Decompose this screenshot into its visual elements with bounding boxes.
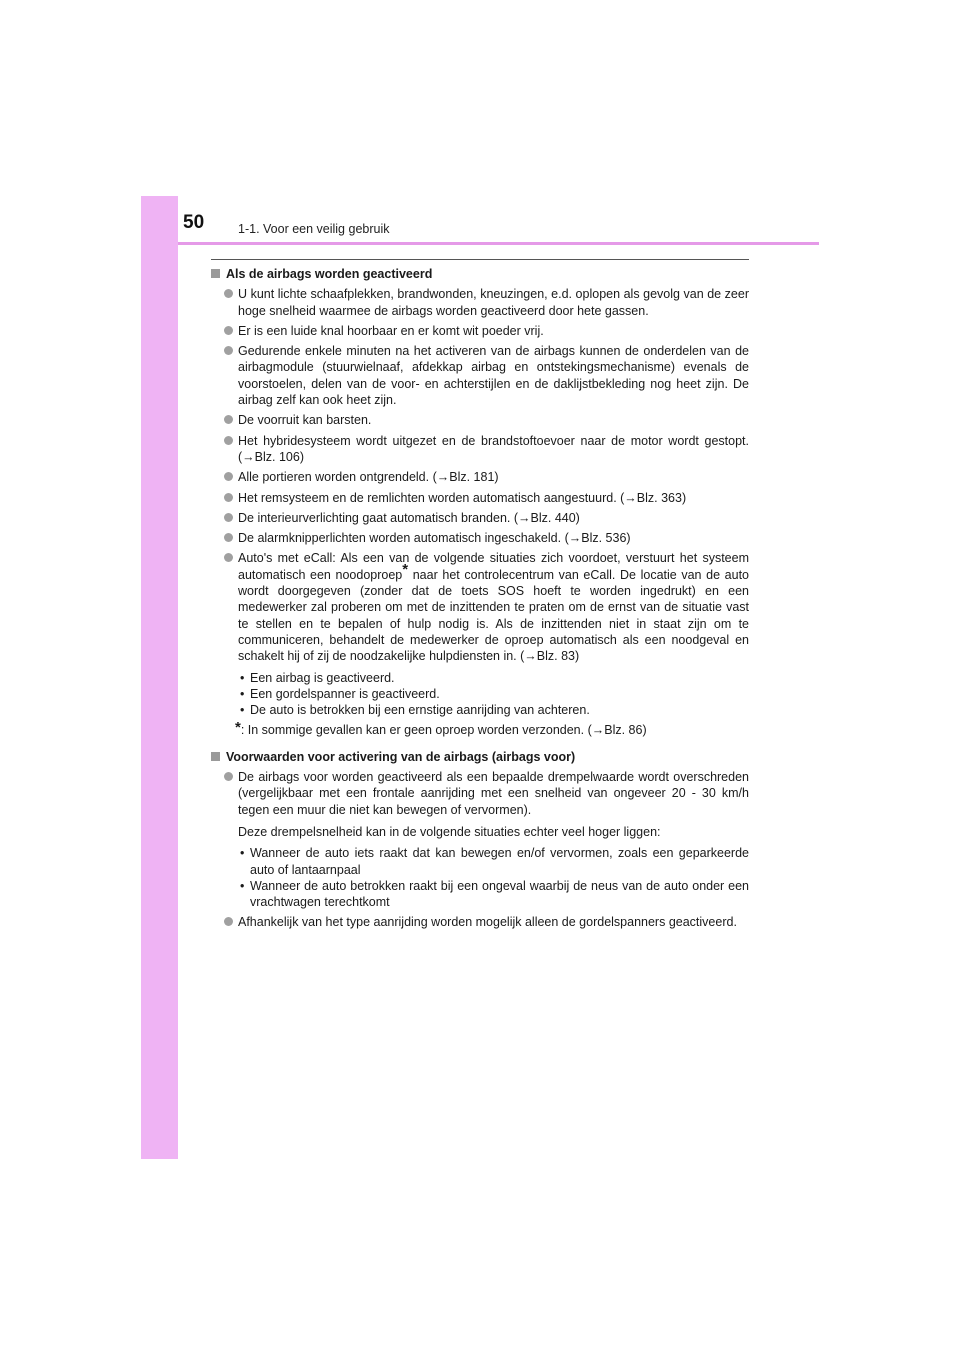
header-rule [178,242,819,245]
circle-bullet-icon [224,436,233,445]
list-item-text: Er is een luide knal hoorbaar en er komt wit poeder vrij. [238,323,544,338]
list-item-text: Alle portieren worden ontgrendeld. (→Blz. 181) [238,470,499,485]
list-item [211,530,749,546]
circle-bullet-icon [224,493,233,502]
list-item-text: Het hybridesysteem wordt uitgezet en de brandstoftoevoer naar de motor wordt gestopt. (→Blz. 106) [238,433,749,464]
content-top-rule [211,259,749,260]
list-item [211,286,749,319]
sub-bullet-text: Een airbag is geactiveerd. [250,670,395,685]
list-item [211,490,749,506]
ecall-text-after: naar het controlecentrum van eCall. De locatie van de auto wordt doorgegeven (zonder dat de toets SOS hoeft te worden ingedrukt) en een medewerker zal proberen om met de inzittenden te praten om de ernst van de situatie vast te stellen en te bepalen of hulp nodig is. Als de inzittenden niet in staat zijn om te communiceren, behandelt de medewerker de oproep automatisch als een noodgeval en schakelt hij of zij de noodzakelijke hulpdiensten in. (→Blz. 83) [238,567,750,664]
list-item-text: Het remsysteem en de remlichten worden automatisch aangestuurd. (→Blz. 363) [238,490,687,505]
sub-bullet-item [211,702,749,718]
sub-bullet-text: Wanneer de auto betrokken raakt bij een ongeval waarbij de neus van de auto onder een vrachtwagen terechtkomt [250,878,749,910]
circle-bullet-icon [224,917,233,926]
list-item [211,323,749,339]
footnote-star: * [235,719,241,737]
circle-bullet-icon [224,772,233,781]
square-bullet-icon [211,269,220,278]
dot-bullet-icon: • [240,670,245,685]
page-number: 50 [183,212,205,233]
circle-bullet-icon [224,415,233,424]
dot-bullet-icon: • [240,686,245,701]
list-item-text: De interieurverlichting gaat automatisch branden. (→Blz. 440) [238,510,580,525]
list-item-ecall [211,550,749,664]
sub-bullet-item [211,686,749,702]
sub-bullet-item [211,845,749,878]
sub-bullet-text: Wanneer de auto iets raakt dat kan bewegen en/of vervormen, zoals een geparkeerde auto of lantaarnpaal [250,846,749,877]
section-title: 1-1. Voor een veilig gebruik [238,222,390,236]
list-item-text: U kunt lichte schaafplekken, brandwonden, kneuzingen, e.d. oplopen als gevolg van de zeer hoge snelheid waarmee de airbags worden geactiveerd door hete gassen. [238,287,749,318]
heading-text: Voorwaarden voor activering van de airbags (airbags voor) [226,749,576,764]
list-item-text: Afhankelijk van het type aanrijding worden mogelijk alleen de gordelspanners geactiveerd. [238,915,737,930]
list-item [211,769,749,818]
list-item [211,433,749,466]
list-item [211,412,749,428]
square-bullet-icon [211,752,220,761]
footnote [211,720,749,738]
sub-bullet-item [211,670,749,686]
list-item-text: De voorruit kan barsten. [238,413,372,428]
dot-bullet-icon: • [240,846,245,861]
circle-bullet-icon [224,513,233,522]
circle-bullet-icon [224,533,233,542]
paragraph-note: Deze drempelsnelheid kan in de volgende situaties echter veel hoger liggen: [238,824,661,839]
list-item [211,469,749,485]
list-item [211,510,749,526]
circle-bullet-icon [224,289,233,298]
sub-bullet-item [211,878,749,911]
circle-bullet-icon [224,472,233,481]
circle-bullet-icon [224,326,233,335]
circle-bullet-icon [224,553,233,562]
footnote-marker: * [402,560,409,578]
dot-bullet-icon: • [240,878,245,893]
list-item [211,914,749,930]
circle-bullet-icon [224,346,233,355]
sub-bullet-text: De auto is betrokken bij een ernstige aanrijding van achteren. [250,703,590,718]
list-item [211,343,749,408]
dot-bullet-icon: • [240,703,245,718]
section-heading-airbags-activated [211,266,749,282]
list-item-text: Gedurende enkele minuten na het activeren van de airbags kunnen de onderdelen van de airbagmodule (stuurwielnaaf, afdekkap airbag en ontstekingsmechanisme) evenals de voorstoelen, delen van de voor- en achterstijlen en de daklijstbekleding nog heet zijn. De airbag zelf kan ook heet zijn. [238,344,749,408]
section-heading-activation-conditions [211,749,749,765]
ecall-text-before: Auto's met eCall: Als een van de volgende situaties zich voordoet, verstuurt het systeem automatisch een noodoproep [238,551,749,582]
list-item-text: De alarmknipperlichten worden automatisch ingeschakeld. (→Blz. 536) [238,531,631,546]
sub-bullet-text: Een gordelspanner is geactiveerd. [250,686,440,701]
list-item-text: De airbags voor worden geactiveerd als een bepaalde drempelwaarde wordt overschreden (vergelijkbaar met een frontale aanrijding met een snelheid van ongeveer 20 - 30 km/h tegen een muur die niet kan bewegen of vervormen). [238,770,749,817]
footnote-text: : In sommige gevallen kan er geen oproep worden verzonden. (→Blz. 86) [240,723,647,738]
heading-text: Als de airbags worden geactiveerd [226,267,433,281]
side-color-band [141,196,178,1159]
page-content [211,266,749,931]
